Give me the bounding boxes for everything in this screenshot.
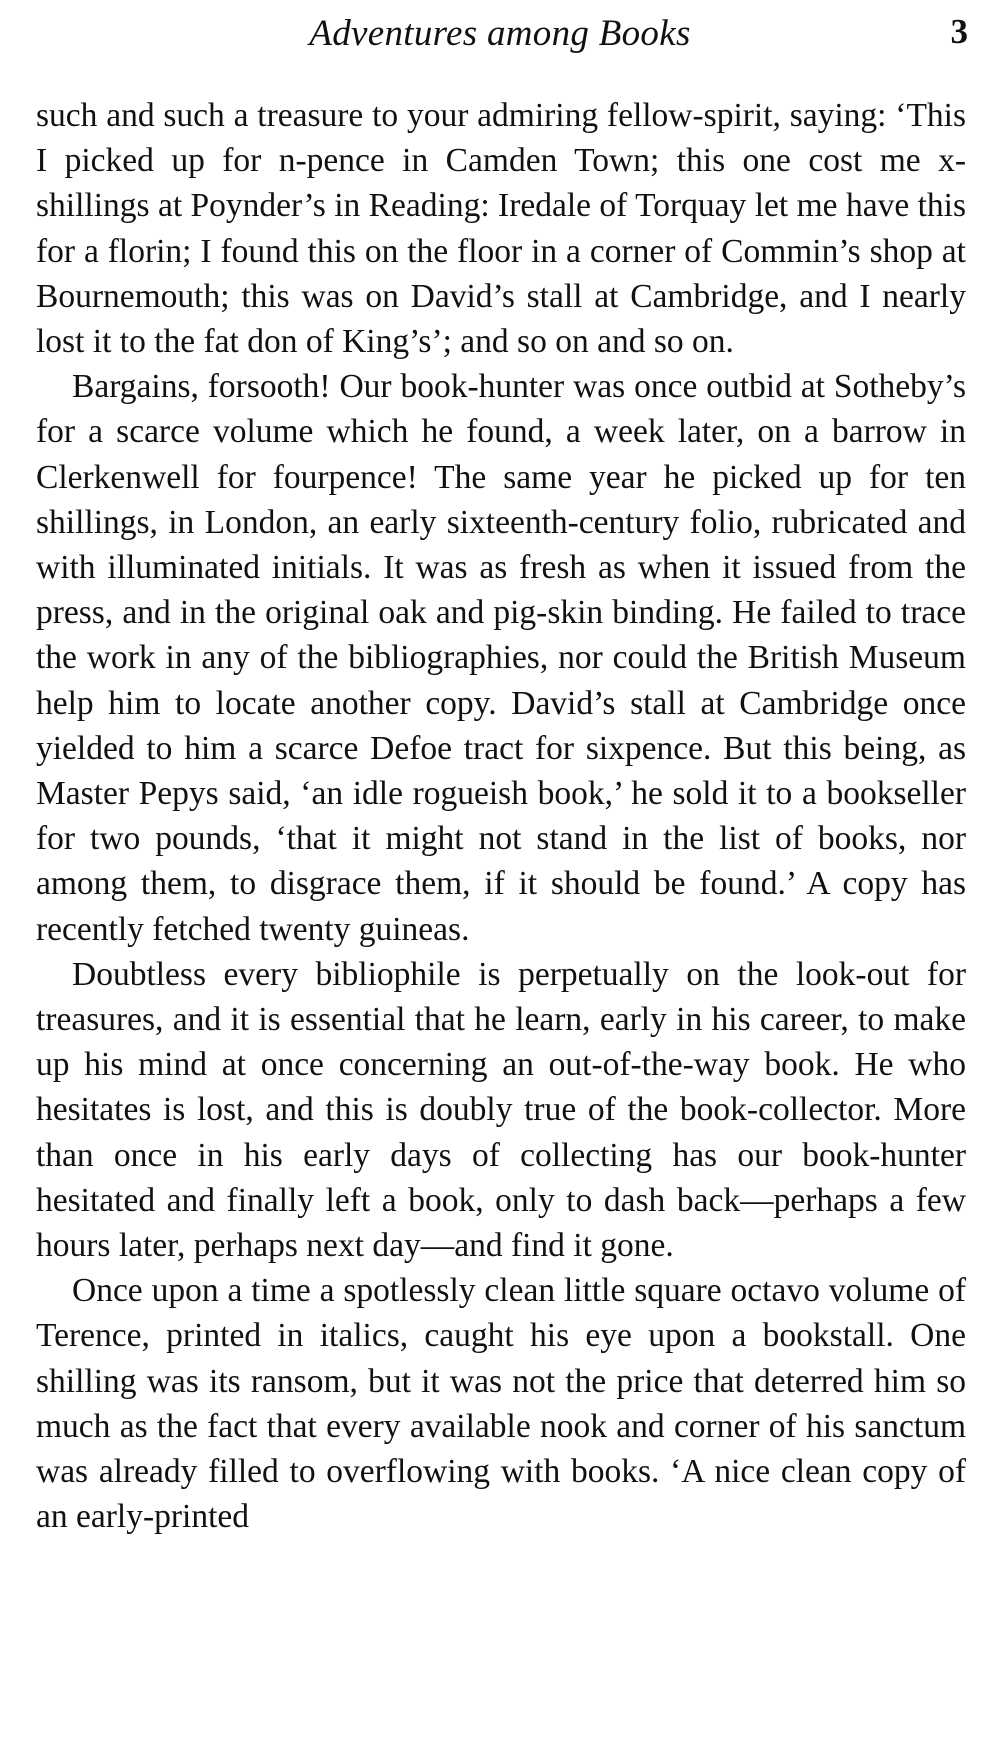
running-head <box>0 12 1000 68</box>
page-number: 3 <box>950 12 968 51</box>
running-title: Adventures among Books <box>309 13 691 54</box>
paragraph-bibliophile: Doubtless every bibliophile is perpetually on the look-out for treasures, and it is essential that he learn, early in his career, to make up his mind at once concerning an out-of-the-way book. He who hesitates is lost, and this is doubly true of the book-collector. More than once in his early days of collecting has our book-hunter hesitated and finally left a book, only to dash back—perhaps a few hours later, perhaps next day—and find it gone. <box>36 955 966 1265</box>
paragraph-bargains: Bargains, forsooth! Our book-hunter was once outbid at Sotheby’s for a scarce volume which he found, a week later, on a barrow in Clerkenwell for fourpence! The same year he picked up for ten shillings, in London, an early sixteenth-century folio, rubricated and with illuminated initials. It was as fresh as when it issued from the press, and in the original oak and pig-skin binding. He failed to trace the work in any of the bibliographies, nor could the British Museum help him to locate another copy. David’s stall at Cambridge once yielded to him a scarce Defoe tract for sixpence. But this being, as Master Pepys said, ‘an idle rogueish book,’ he sold it to a bookseller for two pounds, ‘that it might not stand in the list of books, nor among them, to disgrace them, if it should be found.’ A copy has recently fetched twenty guineas. <box>36 368 966 948</box>
paragraph-continued: such and such a treasure to your admiring fellow-spirit, saying: ‘This I picked up for n-pence in Camden Town; this one cost me x-shillings at Poynder’s in Reading: Iredale of Torquay let me have this for a florin; I found this on the floor in a corner of Commin’s shop at Bournemouth; this was on David’s stall at Cambridge, and I nearly lost it to the fat don of King’s’; and so on and so on. <box>36 97 966 361</box>
body-text <box>36 93 966 1540</box>
paragraph-terence: Once upon a time a spotlessly clean little square octavo volume of Terence, printed in italics, caught his eye upon a bookstall. One shilling was its ransom, but it was not the price that deterred him so much as the fact that every available nook and corner of his sanctum was already filled to overflowing with books. ‘A nice clean copy of an early-printed <box>36 1272 966 1536</box>
